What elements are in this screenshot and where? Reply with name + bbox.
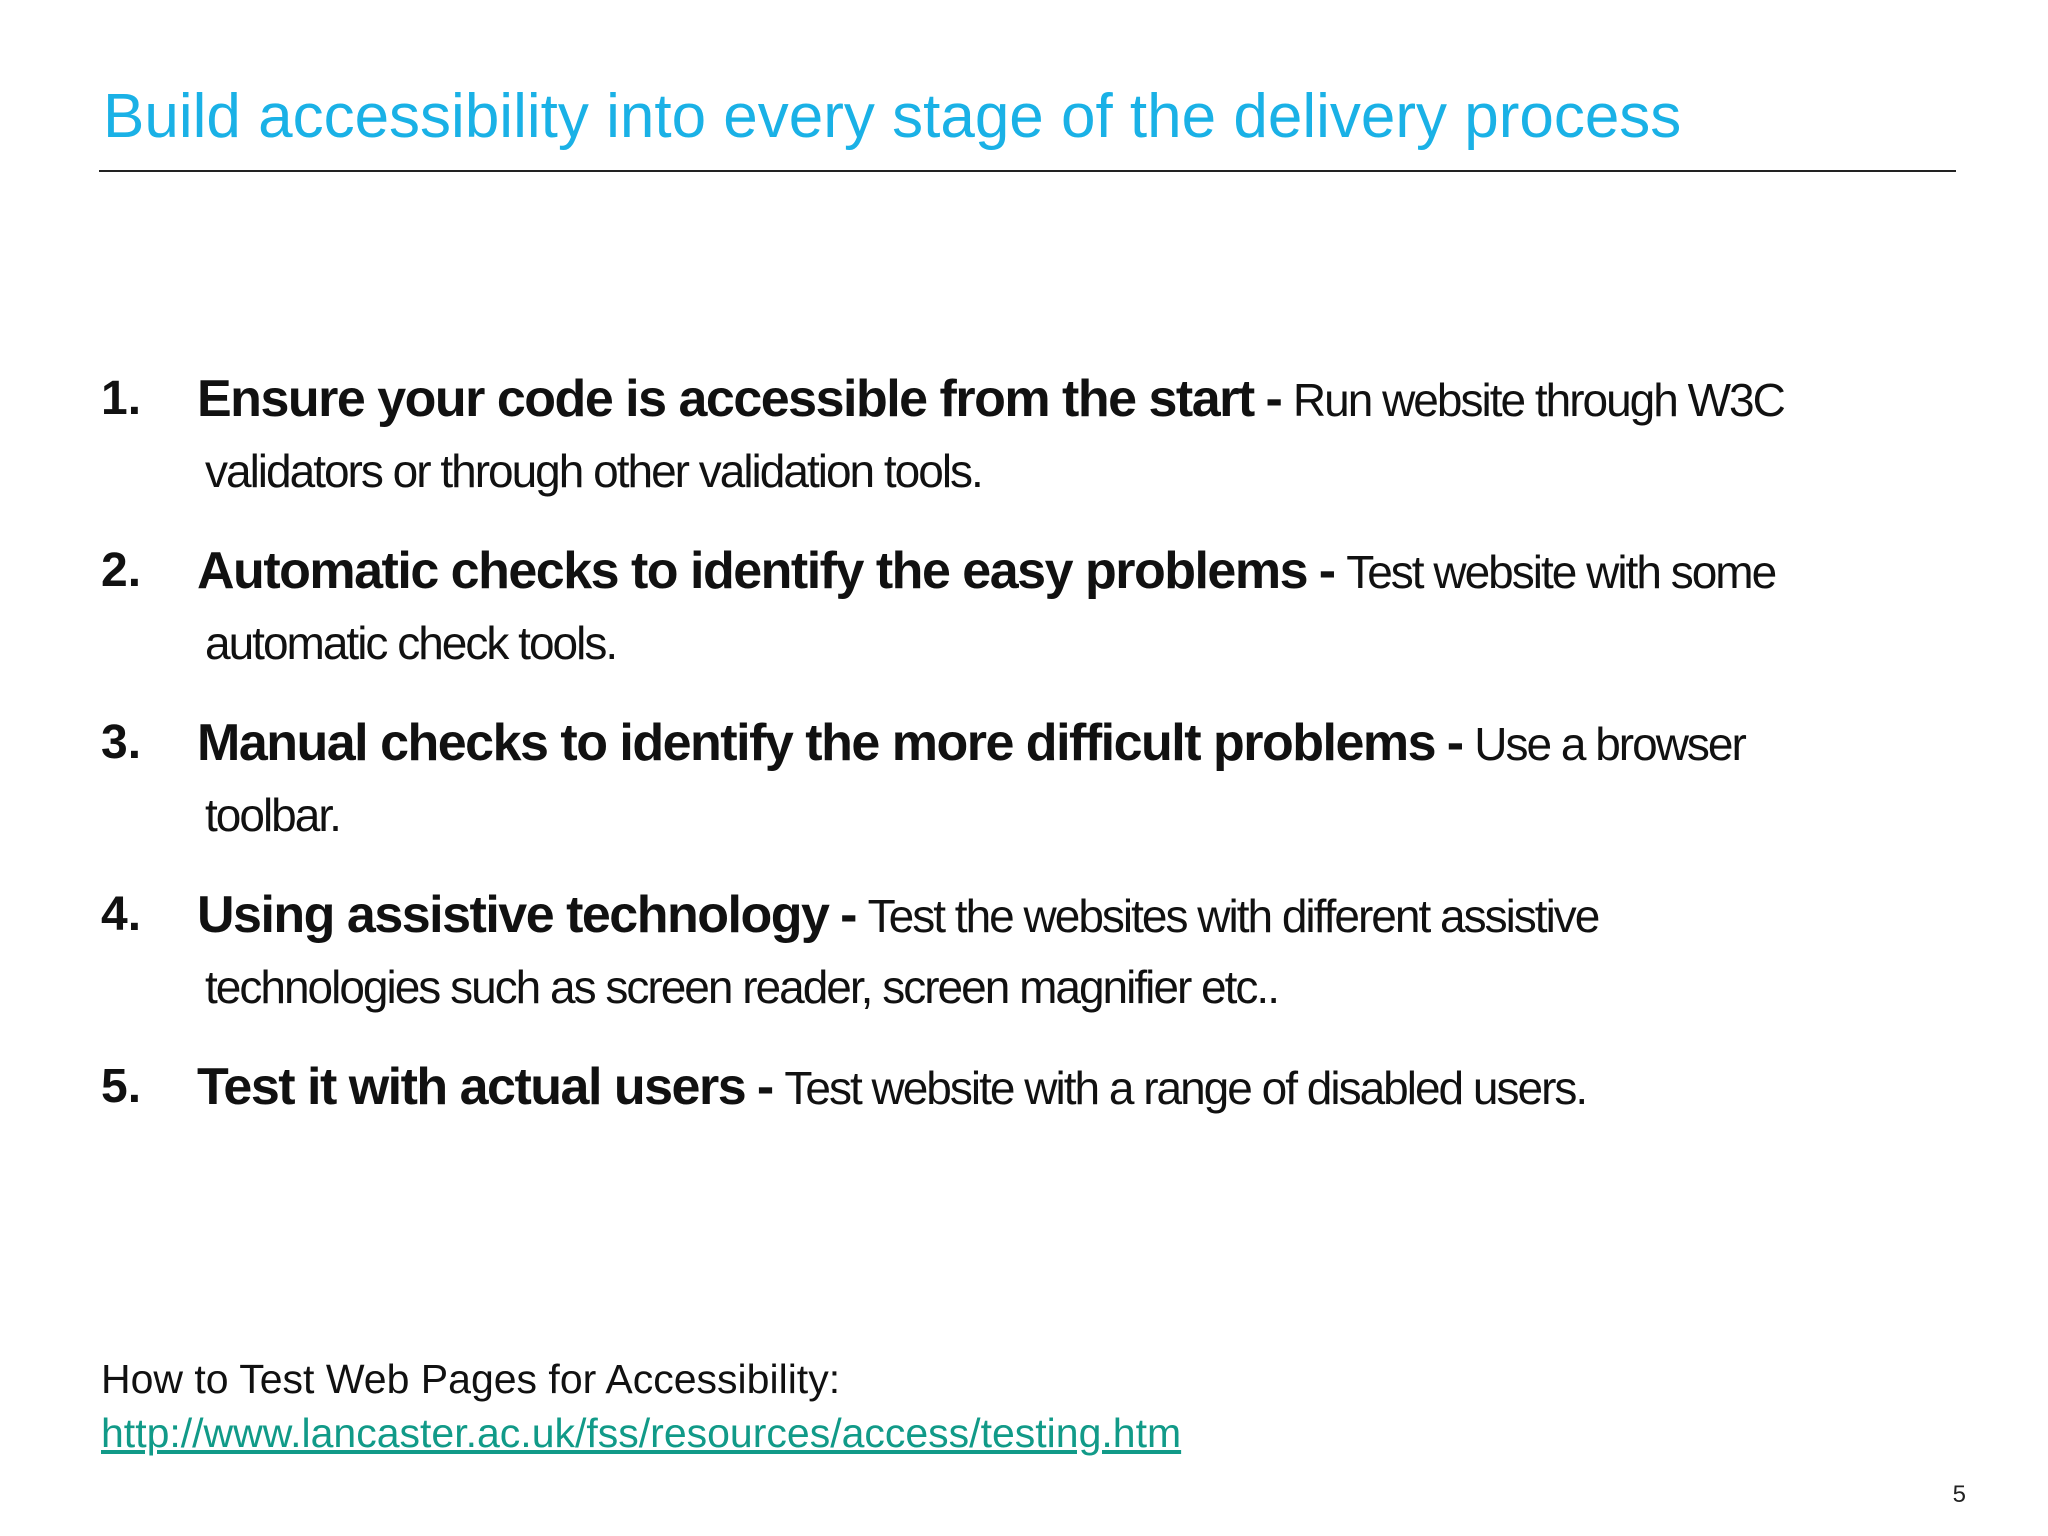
reference-block bbox=[101, 1352, 1181, 1460]
step-number: 5. bbox=[101, 1060, 142, 1113]
step-description: Use a browser bbox=[1474, 718, 1745, 770]
step-separator: - bbox=[756, 1058, 773, 1116]
list-item-step-3 bbox=[101, 708, 1961, 850]
step-heading: Automatic checks to identify the easy problems bbox=[197, 542, 1307, 600]
reference-label: How to Test Web Pages for Accessibility: bbox=[101, 1356, 841, 1402]
slide-title: Build accessibility into every stage of the delivery process bbox=[103, 82, 1682, 151]
step-description: Test website with some bbox=[1346, 546, 1776, 598]
step-description-continued: automatic check tools. bbox=[205, 617, 617, 669]
step-heading: Using assistive technology bbox=[197, 886, 829, 944]
step-heading: Manual checks to identify the more difficult problems bbox=[197, 714, 1436, 772]
step-heading: Test it with actual users bbox=[197, 1058, 746, 1116]
step-number: 1. bbox=[101, 372, 142, 425]
list-item-step-1 bbox=[101, 364, 1961, 506]
step-description-continued: toolbar. bbox=[205, 789, 340, 841]
step-separator: - bbox=[1446, 714, 1463, 772]
list-item-step-5 bbox=[101, 1052, 1961, 1124]
step-number: 3. bbox=[101, 716, 142, 769]
steps-list bbox=[101, 364, 1961, 1154]
step-heading: Ensure your code is accessible from the start bbox=[197, 370, 1254, 428]
step-description-continued: validators or through other validation tools. bbox=[205, 445, 982, 497]
step-separator: - bbox=[1318, 542, 1335, 600]
step-number: 4. bbox=[101, 888, 142, 941]
page-number: 5 bbox=[1952, 1481, 1966, 1508]
list-item-step-4 bbox=[101, 880, 1961, 1022]
step-separator: - bbox=[840, 886, 856, 944]
step-description: Test website with a range of disabled users. bbox=[784, 1062, 1587, 1114]
step-separator: - bbox=[1265, 370, 1282, 428]
step-number: 2. bbox=[101, 544, 142, 597]
step-description-continued: technologies such as screen reader, screen magnifier etc.. bbox=[205, 961, 1278, 1013]
list-item-step-2 bbox=[101, 536, 1961, 678]
step-description: Run website through W3C bbox=[1292, 374, 1784, 426]
step-description: Test the websites with different assistive bbox=[867, 890, 1599, 942]
title-divider bbox=[99, 170, 1956, 172]
reference-link[interactable]: http://www.lancaster.ac.uk/fss/resources/access/testing.htm bbox=[101, 1410, 1182, 1456]
